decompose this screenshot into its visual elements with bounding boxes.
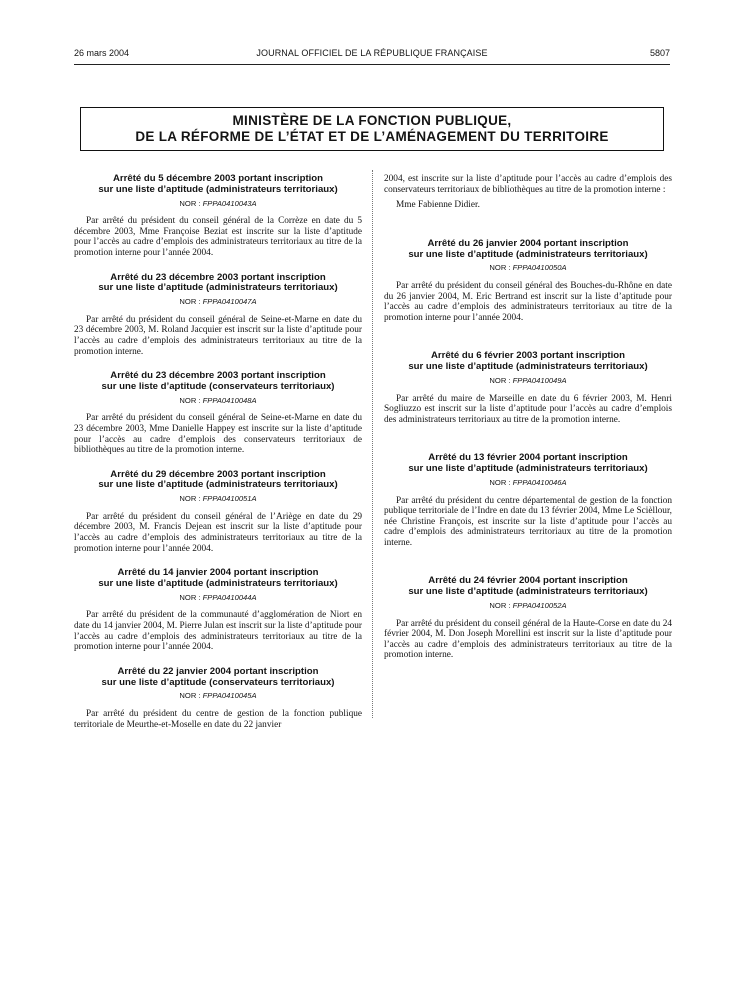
decree-entry [74,273,362,358]
right-column [384,174,672,689]
decree-entry [384,239,672,324]
decree-title [74,174,362,196]
decree-entry [74,470,362,555]
decree-text: Par arrêté du président du centre de gestion de la fonction publique territoriale de Meurthe-et-Moselle en date du 22 janvier [74,709,362,730]
nor-reference [74,199,362,210]
nor-label: NOR : [489,477,511,487]
decree-entry [384,576,672,661]
decree-title-line-1: Arrêté du 23 décembre 2003 portant inscription [110,370,326,382]
nor-label: NOR : [489,601,511,611]
decree-text: Par arrêté du président du conseil général de l’Ariège en date du 29 décembre 2003, M. Francis Dejean est inscrit sur la liste d’aptitude pour l’accès au cadre d’emplois des administrateurs territoriaux au titre de la promotion interne pour l’année 2004. [74,511,362,554]
nor-label: NOR : [179,297,201,307]
decree-title-line-1: Arrêté du 6 février 2003 portant inscription [430,350,626,362]
decree-title-line-2: sur une liste d’aptitude (administrateurs territoriaux) [98,578,338,590]
decree-title-line-1: Arrêté du 13 février 2004 portant inscription [428,452,628,464]
header-rule [74,64,670,65]
continuation-text: 2004, est inscrite sur la liste d’aptitude pour l’accès au cadre d’emplois des conservateurs territoriaux de bibliothèques au titre de la promotion interne : [384,174,672,195]
decree-entry [74,174,362,259]
decree-title [74,273,362,295]
decree-title-line-2: sur une liste d’aptitude (administrateurs territoriaux) [408,248,648,260]
decree-title-line-2: sur une liste d’aptitude (administrateurs territoriaux) [408,586,648,598]
decree-title-line-1: Arrêté du 23 décembre 2003 portant inscription [110,271,326,283]
decree-entry [384,453,672,548]
column-divider [372,170,373,718]
decree-text: Par arrêté du président du conseil général de Seine-et-Marne en date du 23 décembre 2003, M. Roland Jacquier est inscrit sur la liste d’aptitude pour l’accès au cadre d’emplois des administrateurs territoriaux au titre de la promotion interne. [74,314,362,357]
ministry-title-line-1: MINISTÈRE DE LA FONCTION PUBLIQUE, [232,113,512,128]
left-column [74,174,362,744]
ministry-title-box [80,107,664,151]
decree-title-line-1: Arrêté du 22 janvier 2004 portant inscription [117,665,319,677]
header-page-number: 5807 [649,48,670,58]
decree-title-line-2: sur une liste d’aptitude (conservateurs territoriaux) [101,676,335,688]
nor-code: FPPA0410046A [512,477,567,487]
nor-label: NOR : [179,198,201,208]
decree-title [384,576,672,598]
decree-text: Par arrêté du président du conseil général des Bouches-du-Rhône en date du 26 janvier 2004, M. Eric Bertrand est inscrit sur la liste d’aptitude pour l’accès au cadre d’emplois des administrateurs territoriaux au titre de la promotion interne pour l’année 2004. [384,280,672,323]
nor-code: FPPA0410045A [202,691,257,701]
nor-label: NOR : [179,592,201,602]
nor-label: NOR : [489,263,511,273]
nor-code: FPPA0410044A [202,592,257,602]
decree-text: Par arrêté du président du conseil général de la Haute-Corse en date du 24 février 2004, M. Don Joseph Morellini est inscrit sur la liste d’aptitude pour l’accès au cadre d’emplois des administrateurs territoriaux au titre de la promotion interne. [384,618,672,661]
decree-continuation [384,174,672,211]
nor-code: FPPA0410049A [512,375,567,385]
nor-label: NOR : [179,494,201,504]
nor-label: NOR : [179,691,201,701]
nor-code: FPPA0410052A [512,601,567,611]
decree-title-line-2: sur une liste d’aptitude (administrateurs territoriaux) [408,361,648,373]
decree-title-line-1: Arrêté du 24 février 2004 portant inscription [428,575,628,587]
decree-title-line-1: Arrêté du 5 décembre 2003 portant inscription [112,173,324,184]
nor-reference [384,601,672,612]
nor-code: FPPA0410051A [202,494,257,504]
decree-title [74,371,362,393]
ministry-title-line-2: DE LA RÉFORME DE L’ÉTAT ET DE L’AMÉNAGEMENT DU TERRITOIRE [135,129,609,144]
decree-title [384,239,672,261]
nor-reference [74,297,362,308]
decree-title-line-2: sur une liste d’aptitude (administrateurs territoriaux) [98,183,338,195]
decree-text: Par arrêté du président du conseil général de Seine-et-Marne en date du 23 décembre 2003, Mme Danielle Happey est inscrite sur la liste d’aptitude pour l’accès au cadre d’emplois des conservateurs territoriaux de bibliothèques au titre de la promotion interne. [74,413,362,456]
decree-title [384,453,672,475]
nor-reference [74,396,362,407]
decree-entry [74,371,362,456]
nor-reference [384,376,672,387]
nor-reference [74,494,362,505]
decree-title-line-2: sur une liste d’aptitude (administrateurs territoriaux) [408,463,648,475]
decree-title-line-2: sur une liste d’aptitude (administrateurs territoriaux) [98,282,338,294]
decree-title [74,470,362,492]
nor-reference [74,593,362,604]
decree-entry [74,667,362,730]
nor-code: FPPA0410047A [202,297,257,307]
nor-reference [74,691,362,702]
header-journal-title: JOURNAL OFFICIEL DE LA RÉPUBLIQUE FRANÇAISE [256,48,488,58]
nor-code: FPPA0410050A [512,263,567,273]
decree-text: Par arrêté du président du conseil général de la Corrèze en date du 5 décembre 2003, Mme Françoise Beziat est inscrite sur la liste d’aptitude pour l’accès au cadre d’emplois des administrateurs territoriaux au titre de la promotion interne pour l’année 2004. [74,216,362,258]
decree-title-line-1: Arrêté du 29 décembre 2003 portant inscription [110,468,326,480]
nor-code: FPPA0410043A [202,198,257,208]
decree-text: Par arrêté du maire de Marseille en date du 6 février 2003, M. Henri Sogliuzzo est inscrit sur la liste d’aptitude pour l’accès au cadre d’emplois des administrateurs territoriaux au titre de la promotion interne. [384,393,672,425]
nor-code: FPPA0410048A [202,395,257,405]
decree-text: Par arrêté du président du centre départemental de gestion de la fonction publique territoriale de l’Indre en date du 13 février 2004, Mme Le Scièllour, née Christine François, est inscrite sur la liste d’aptitude pour l’accès au cadre d’emplois des administrateurs territoriaux au titre de la promotion interne. [384,495,672,548]
decree-title [74,667,362,689]
nor-reference [384,478,672,489]
decree-title [384,351,672,373]
decree-text: Par arrêté du président de la communauté d’agglomération de Niort en date du 14 janvier 2004, M. Pierre Julan est inscrit sur la liste d’aptitude pour l’accès au cadre d’emplois des administrateurs territoriaux au titre de la promotion interne pour l’année 2004. [74,610,362,653]
decree-title-line-1: Arrêté du 26 janvier 2004 portant inscription [427,237,629,249]
decree-entry [74,568,362,653]
running-header [74,48,670,62]
nor-label: NOR : [489,375,511,385]
decree-title-line-2: sur une liste d’aptitude (conservateurs territoriaux) [101,380,335,392]
header-date: 26 mars 2004 [74,48,130,58]
continuation-name: Mme Fabienne Didier. [396,200,480,211]
decree-title-line-1: Arrêté du 14 janvier 2004 portant inscription [117,567,319,579]
nor-label: NOR : [179,395,201,405]
decree-title-line-2: sur une liste d’aptitude (administrateurs territoriaux) [98,479,338,491]
decree-entry [384,351,672,425]
nor-reference [384,263,672,274]
decree-title [74,568,362,590]
